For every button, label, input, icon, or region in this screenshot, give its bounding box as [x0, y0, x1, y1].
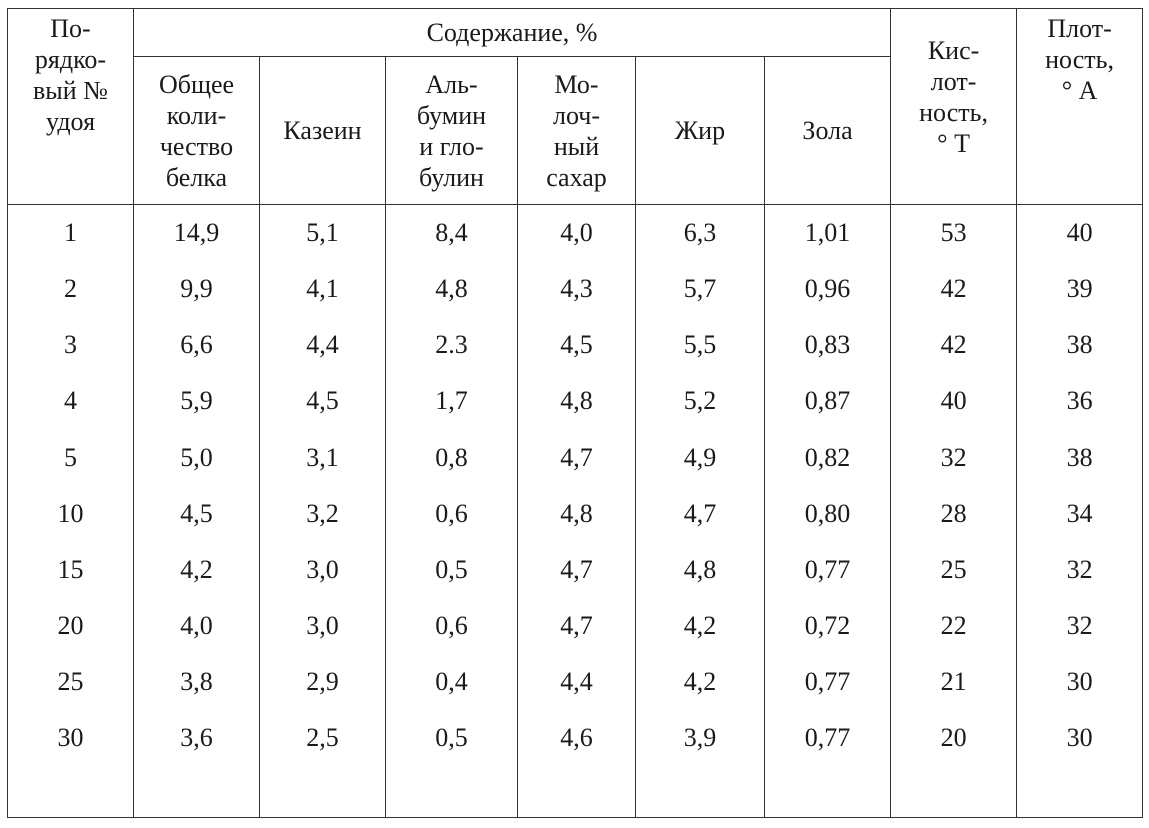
cell-acidity: 20 — [891, 710, 1017, 766]
cell-ash: 0,72 — [765, 598, 891, 654]
cell-milk-sugar: 4,5 — [518, 317, 636, 373]
cell-density: 38 — [1017, 317, 1143, 373]
cell-fat: 5,5 — [636, 317, 765, 373]
header-density: Плот- ность, ° А — [1017, 9, 1143, 205]
cell-albumin-globulin: 0,5 — [386, 542, 518, 598]
table-row — [8, 317, 1143, 373]
cell-total-protein: 4,0 — [134, 598, 260, 654]
cell-density: 40 — [1017, 205, 1143, 262]
cell-ash: 0,80 — [765, 486, 891, 542]
cell-milk-sugar: 4,0 — [518, 205, 636, 262]
cell-total-protein: 4,5 — [134, 486, 260, 542]
cell-total-protein: 3,6 — [134, 710, 260, 766]
cell-milking-number: 30 — [8, 710, 134, 766]
cell-total-protein: 4,2 — [134, 542, 260, 598]
cell-milking-number: 4 — [8, 373, 134, 429]
header-milk-sugar: Мо- лоч- ный сахар — [518, 57, 636, 205]
empty-cell — [260, 766, 386, 817]
cell-milking-number: 20 — [8, 598, 134, 654]
cell-acidity: 22 — [891, 598, 1017, 654]
cell-ash: 1,01 — [765, 205, 891, 262]
cell-milk-sugar: 4,8 — [518, 373, 636, 429]
cell-acidity: 21 — [891, 654, 1017, 710]
cell-fat: 4,2 — [636, 654, 765, 710]
cell-albumin-globulin: 4,8 — [386, 261, 518, 317]
cell-acidity: 32 — [891, 429, 1017, 485]
cell-density: 38 — [1017, 429, 1143, 485]
table-row — [8, 654, 1143, 710]
cell-albumin-globulin: 0,8 — [386, 429, 518, 485]
cell-milking-number: 2 — [8, 261, 134, 317]
header-total-protein: Общее коли- чество белка — [134, 57, 260, 205]
cell-fat: 4,8 — [636, 542, 765, 598]
cell-casein: 4,1 — [260, 261, 386, 317]
cell-albumin-globulin: 2.3 — [386, 317, 518, 373]
cell-casein: 3,0 — [260, 542, 386, 598]
cell-casein: 5,1 — [260, 205, 386, 262]
cell-fat: 5,7 — [636, 261, 765, 317]
cell-albumin-globulin: 0,4 — [386, 654, 518, 710]
cell-ash: 0,77 — [765, 542, 891, 598]
cell-acidity: 25 — [891, 542, 1017, 598]
cell-acidity: 53 — [891, 205, 1017, 262]
cell-ash: 0,82 — [765, 429, 891, 485]
table-row — [8, 429, 1143, 485]
cell-milk-sugar: 4,7 — [518, 429, 636, 485]
cell-total-protein: 5,0 — [134, 429, 260, 485]
empty-cell — [636, 766, 765, 817]
cell-acidity: 42 — [891, 317, 1017, 373]
cell-milking-number: 25 — [8, 654, 134, 710]
cell-milk-sugar: 4,7 — [518, 598, 636, 654]
header-ash: Зола — [765, 57, 891, 205]
header-albumin-globulin: Аль- бумин и гло- булин — [386, 57, 518, 205]
header-fat: Жир — [636, 57, 765, 205]
cell-acidity: 42 — [891, 261, 1017, 317]
header-casein: Казеин — [260, 57, 386, 205]
cell-fat: 5,2 — [636, 373, 765, 429]
empty-cell — [386, 766, 518, 817]
table-row — [8, 542, 1143, 598]
cell-ash: 0,77 — [765, 710, 891, 766]
cell-casein: 3,1 — [260, 429, 386, 485]
cell-fat: 4,7 — [636, 486, 765, 542]
empty-cell — [765, 766, 891, 817]
empty-cell — [891, 766, 1017, 817]
cell-total-protein: 3,8 — [134, 654, 260, 710]
cell-ash: 0,87 — [765, 373, 891, 429]
table-row — [8, 205, 1143, 262]
cell-milking-number: 10 — [8, 486, 134, 542]
table-row — [8, 598, 1143, 654]
cell-density: 39 — [1017, 261, 1143, 317]
cell-density: 34 — [1017, 486, 1143, 542]
cell-fat: 4,2 — [636, 598, 765, 654]
table-body — [8, 205, 1143, 818]
table-row — [8, 486, 1143, 542]
cell-total-protein: 9,9 — [134, 261, 260, 317]
cell-albumin-globulin: 1,7 — [386, 373, 518, 429]
cell-casein: 3,2 — [260, 486, 386, 542]
table-empty-row — [8, 766, 1143, 817]
cell-albumin-globulin: 8,4 — [386, 205, 518, 262]
cell-ash: 0,77 — [765, 654, 891, 710]
cell-total-protein: 6,6 — [134, 317, 260, 373]
cell-milk-sugar: 4,8 — [518, 486, 636, 542]
table-row — [8, 710, 1143, 766]
header-acidity: Кис- лот- ность, ° Т — [891, 9, 1017, 205]
cell-casein: 2,9 — [260, 654, 386, 710]
cell-ash: 0,96 — [765, 261, 891, 317]
empty-cell — [1017, 766, 1143, 817]
cell-casein: 2,5 — [260, 710, 386, 766]
cell-density: 32 — [1017, 598, 1143, 654]
header-row-number: По- рядко- вый № удоя — [8, 9, 134, 205]
cell-acidity: 40 — [891, 373, 1017, 429]
cell-fat: 6,3 — [636, 205, 765, 262]
header-content-group: Содержание, % — [134, 9, 891, 57]
cell-milking-number: 15 — [8, 542, 134, 598]
empty-cell — [134, 766, 260, 817]
cell-milk-sugar: 4,4 — [518, 654, 636, 710]
table-row — [8, 373, 1143, 429]
cell-total-protein: 5,9 — [134, 373, 260, 429]
cell-albumin-globulin: 0,6 — [386, 486, 518, 542]
cell-fat: 3,9 — [636, 710, 765, 766]
cell-casein: 4,4 — [260, 317, 386, 373]
cell-total-protein: 14,9 — [134, 205, 260, 262]
cell-casein: 3,0 — [260, 598, 386, 654]
data-table-container — [7, 8, 1142, 818]
cell-fat: 4,9 — [636, 429, 765, 485]
cell-density: 30 — [1017, 710, 1143, 766]
cell-milking-number: 5 — [8, 429, 134, 485]
cell-density: 36 — [1017, 373, 1143, 429]
cell-milk-sugar: 4,3 — [518, 261, 636, 317]
cell-casein: 4,5 — [260, 373, 386, 429]
cell-milk-sugar: 4,6 — [518, 710, 636, 766]
cell-density: 32 — [1017, 542, 1143, 598]
cell-acidity: 28 — [891, 486, 1017, 542]
cell-milk-sugar: 4,7 — [518, 542, 636, 598]
empty-cell — [8, 766, 134, 817]
cell-albumin-globulin: 0,6 — [386, 598, 518, 654]
cell-ash: 0,83 — [765, 317, 891, 373]
empty-cell — [518, 766, 636, 817]
cell-albumin-globulin: 0,5 — [386, 710, 518, 766]
colostrum-composition-table — [7, 8, 1143, 818]
cell-milking-number: 1 — [8, 205, 134, 262]
table-row — [8, 261, 1143, 317]
cell-density: 30 — [1017, 654, 1143, 710]
cell-milking-number: 3 — [8, 317, 134, 373]
table-header — [8, 9, 1143, 205]
